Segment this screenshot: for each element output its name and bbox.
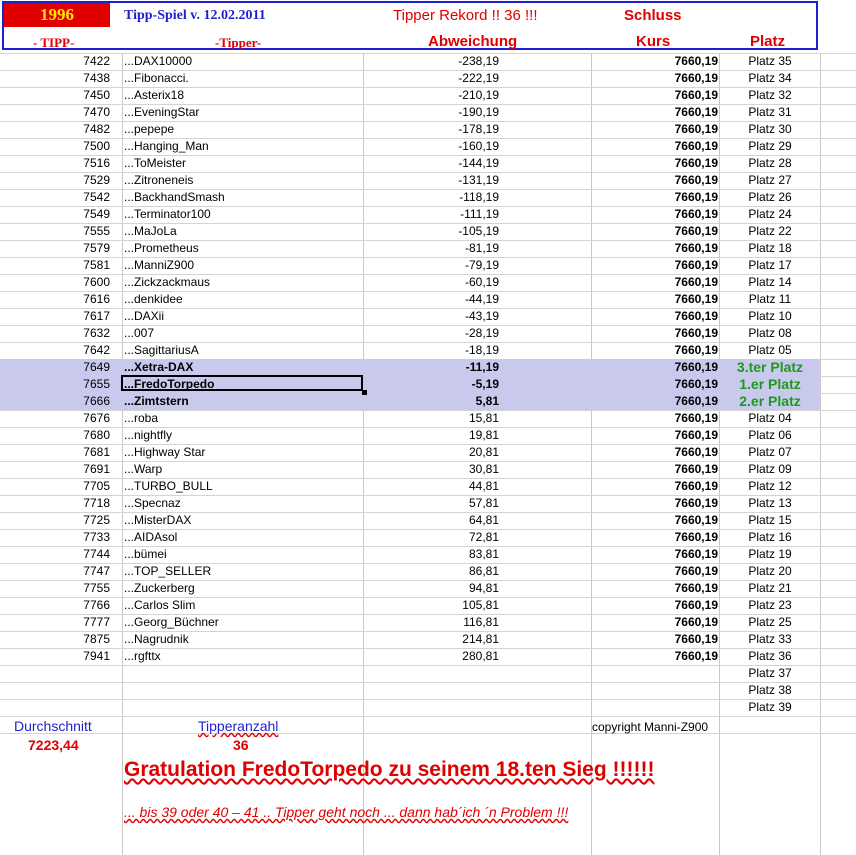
tipper-name-cell[interactable]: ...Nagrudnik <box>124 632 189 646</box>
table-row[interactable] <box>0 206 820 223</box>
platz-cell[interactable]: Platz 15 <box>748 513 792 527</box>
platz-cell[interactable]: Platz 13 <box>748 496 792 510</box>
abweichung-cell[interactable]: -210,19 <box>458 88 499 102</box>
kurs-cell[interactable]: 7660,19 <box>674 598 718 612</box>
table-row[interactable] <box>0 597 820 614</box>
platz-cell[interactable]: Platz 39 <box>748 700 792 714</box>
platz-cell[interactable]: Platz 21 <box>748 581 792 595</box>
abweichung-cell[interactable]: 20,81 <box>468 445 499 459</box>
col-tipp-header[interactable]: - TIPP- <box>33 35 75 50</box>
table-row[interactable] <box>0 563 820 580</box>
tipp-cell[interactable]: 7516 <box>83 156 110 170</box>
platz-cell[interactable]: Platz 30 <box>748 122 792 136</box>
table-row[interactable] <box>0 444 820 461</box>
tipp-cell[interactable]: 7632 <box>83 326 110 340</box>
kurs-cell[interactable]: 7660,19 <box>674 275 718 289</box>
abweichung-cell[interactable]: -111,19 <box>460 207 499 221</box>
platz-cell[interactable]: Platz 24 <box>748 207 792 221</box>
tipp-cell[interactable]: 7642 <box>83 343 110 357</box>
kurs-cell[interactable]: 7660,19 <box>674 343 718 357</box>
row-divider <box>0 733 856 734</box>
tipper-name-cell[interactable]: ...bümei <box>124 547 167 561</box>
abweichung-cell[interactable]: -60,19 <box>464 275 499 289</box>
abweichung-cell[interactable]: 64,81 <box>468 513 499 527</box>
platz-cell[interactable]: Platz 08 <box>748 326 792 340</box>
tipp-cell[interactable]: 7617 <box>83 309 110 323</box>
kurs-cell[interactable]: 7660,19 <box>674 615 718 629</box>
platz-cell[interactable]: Platz 38 <box>748 683 792 697</box>
table-row[interactable] <box>0 308 820 325</box>
tipp-cell[interactable]: 7579 <box>83 241 110 255</box>
table-row[interactable] <box>0 240 820 257</box>
tipper-name-cell[interactable]: ...Specnaz <box>124 496 181 510</box>
platz-cell[interactable]: Platz 32 <box>748 88 792 102</box>
abweichung-cell[interactable]: -238,19 <box>458 54 499 68</box>
tipp-cell[interactable]: 7744 <box>83 547 110 561</box>
kurs-cell[interactable]: 7660,19 <box>674 292 718 306</box>
copyright-text[interactable]: copyright Manni-Z900 <box>592 720 709 734</box>
kurs-cell[interactable]: 7660,19 <box>674 156 718 170</box>
abweichung-cell[interactable]: -81,19 <box>464 241 499 255</box>
platz-cell[interactable]: Platz 19 <box>748 547 792 561</box>
table-row[interactable] <box>0 87 820 104</box>
col-kurs-header[interactable]: Kurs <box>636 33 671 50</box>
kurs-cell[interactable]: 7660,19 <box>674 71 718 85</box>
tipp-cell[interactable]: 7766 <box>83 598 110 612</box>
kurs-cell[interactable]: 7660,19 <box>674 394 718 408</box>
tipper-name-cell[interactable]: ...Prometheus <box>124 241 199 255</box>
abweichung-cell[interactable]: -118,19 <box>459 190 499 204</box>
tipper-name-cell[interactable]: ...DAX10000 <box>124 54 193 68</box>
tipper-name-cell[interactable]: ...AIDAsol <box>124 530 178 544</box>
table-row[interactable] <box>0 274 820 291</box>
table-row[interactable] <box>0 478 820 495</box>
platz-cell[interactable]: Platz 07 <box>748 445 792 459</box>
tipper-name-cell[interactable]: ...Xetra-DAX <box>124 360 194 374</box>
table-row[interactable] <box>0 546 820 563</box>
tipper-name-cell[interactable]: ...EveningStar <box>124 105 200 119</box>
kurs-cell[interactable]: 7660,19 <box>674 547 718 561</box>
table-row[interactable] <box>0 359 820 376</box>
platz-cell[interactable]: Platz 22 <box>748 224 792 238</box>
kurs-cell[interactable]: 7660,19 <box>674 122 718 136</box>
table-row[interactable] <box>0 138 820 155</box>
abweichung-cell[interactable]: 15,81 <box>468 411 499 425</box>
table-row[interactable] <box>0 648 820 665</box>
platz-cell[interactable]: Platz 16 <box>748 530 792 544</box>
table-row[interactable] <box>0 631 820 648</box>
tipperanzahl-label[interactable]: Tipperanzahl <box>198 718 279 734</box>
kurs-cell[interactable]: 7660,19 <box>674 377 718 391</box>
tipp-cell[interactable]: 7450 <box>83 88 110 102</box>
kurs-cell[interactable]: 7660,19 <box>674 54 718 68</box>
tipper-name-cell[interactable]: ...ManniZ900 <box>124 258 195 272</box>
kurs-cell[interactable]: 7660,19 <box>674 649 718 663</box>
table-row[interactable] <box>0 189 820 206</box>
kurs-cell[interactable]: 7660,19 <box>674 88 718 102</box>
abweichung-cell[interactable]: -18,19 <box>464 343 499 357</box>
abweichung-cell[interactable]: -160,19 <box>458 139 499 153</box>
column-divider <box>820 53 821 855</box>
kurs-cell[interactable]: 7660,19 <box>674 224 718 238</box>
tipp-cell[interactable]: 7680 <box>83 428 110 442</box>
year-cell[interactable]: 1996 <box>4 3 110 27</box>
tipper-name-cell[interactable]: ...MaJoLa <box>124 224 177 238</box>
table-row[interactable] <box>0 461 820 478</box>
abweichung-cell[interactable]: -178,19 <box>458 122 499 136</box>
tipp-cell[interactable]: 7725 <box>83 513 110 527</box>
tipp-cell[interactable]: 7755 <box>83 581 110 595</box>
col-platz-header[interactable]: Platz <box>750 33 786 50</box>
platz-cell[interactable]: Platz 25 <box>748 615 792 629</box>
platz-cell[interactable]: Platz 17 <box>748 258 792 272</box>
tipper-name-cell[interactable]: ...BackhandSmash <box>124 190 225 204</box>
abweichung-cell[interactable]: -43,19 <box>464 309 499 323</box>
abweichung-cell[interactable]: -44,19 <box>464 292 499 306</box>
table-row[interactable] <box>0 682 820 699</box>
tipper-name-cell[interactable]: ...Hanging_Man <box>124 139 209 153</box>
abweichung-cell[interactable]: -222,19 <box>458 71 499 85</box>
sheet-header <box>0 0 856 53</box>
table-row[interactable] <box>0 257 820 274</box>
tipp-cell[interactable]: 7549 <box>83 207 110 221</box>
abweichung-cell[interactable]: -11,19 <box>465 360 499 374</box>
tipper-name-cell[interactable]: ...007 <box>124 326 155 340</box>
tipper-name-cell[interactable]: ...denkidee <box>124 292 183 306</box>
abweichung-cell[interactable]: -5,19 <box>471 377 499 391</box>
cell-selection[interactable] <box>121 375 363 391</box>
table-row[interactable] <box>0 291 820 308</box>
tipper-name-cell[interactable]: ...Asterix18 <box>124 88 185 102</box>
tipper-name-cell[interactable]: ...Zuckerberg <box>124 581 195 595</box>
table-row[interactable] <box>0 512 820 529</box>
tipp-cell[interactable]: 7600 <box>83 275 110 289</box>
tipper-name-cell[interactable]: ...Highway Star <box>124 445 206 459</box>
tipper-name-cell[interactable]: ...roba <box>124 411 159 425</box>
rekord-cell[interactable]: Tipper Rekord !! 36 !!! <box>393 7 538 24</box>
kurs-cell[interactable]: 7660,19 <box>674 428 718 442</box>
platz-cell[interactable]: Platz 05 <box>748 343 792 357</box>
kurs-cell[interactable]: 7660,19 <box>674 411 718 425</box>
tipp-cell[interactable]: 7747 <box>83 564 110 578</box>
platz-cell[interactable]: Platz 36 <box>748 649 792 663</box>
table-row[interactable] <box>0 325 820 342</box>
abweichung-cell[interactable]: 72,81 <box>468 530 499 544</box>
abweichung-cell[interactable]: 57,81 <box>468 496 499 510</box>
abweichung-cell[interactable]: -28,19 <box>464 326 499 340</box>
platz-cell[interactable]: Platz 31 <box>748 105 792 119</box>
platz-cell[interactable]: 1.er Platz <box>739 376 801 392</box>
kurs-cell[interactable]: 7660,19 <box>674 241 718 255</box>
abweichung-cell[interactable]: 86,81 <box>468 564 499 578</box>
abweichung-cell[interactable]: 44,81 <box>468 479 499 493</box>
title-cell[interactable]: Tipp-Spiel v. 12.02.2011 <box>124 8 266 23</box>
tipper-name-cell[interactable]: ...Carlos Slim <box>124 598 196 612</box>
fill-handle[interactable] <box>362 390 367 395</box>
kurs-cell[interactable]: 7660,19 <box>674 530 718 544</box>
platz-cell[interactable]: Platz 09 <box>748 462 792 476</box>
tipp-cell[interactable]: 7555 <box>83 224 110 238</box>
tipp-cell[interactable]: 7422 <box>83 54 110 68</box>
abweichung-cell[interactable]: 5,81 <box>475 394 499 408</box>
abweichung-cell[interactable]: 94,81 <box>468 581 499 595</box>
table-row[interactable] <box>0 427 820 444</box>
tipp-cell[interactable]: 7705 <box>83 479 110 493</box>
table-row[interactable] <box>0 393 820 410</box>
table-row[interactable] <box>0 70 820 87</box>
abweichung-cell[interactable]: 105,81 <box>462 598 499 612</box>
tipper-name-cell[interactable]: ...Zitroneneis <box>124 173 194 187</box>
kurs-cell[interactable]: 7660,19 <box>674 258 718 272</box>
tipp-cell[interactable]: 7616 <box>83 292 110 306</box>
abweichung-cell[interactable]: 19,81 <box>468 428 499 442</box>
abweichung-cell[interactable]: -190,19 <box>458 105 499 119</box>
tipper-name-cell[interactable]: ...TOP_SELLER <box>124 564 212 578</box>
abweichung-cell[interactable]: -105,19 <box>458 224 499 238</box>
kurs-cell[interactable]: 7660,19 <box>674 326 718 340</box>
tipper-name-cell[interactable]: ...Fibonacci. <box>124 71 189 85</box>
abweichung-cell[interactable]: -79,19 <box>464 258 499 272</box>
kurs-cell[interactable]: 7660,19 <box>674 564 718 578</box>
platz-cell[interactable]: Platz 27 <box>748 173 792 187</box>
schluss-cell[interactable]: Schluss <box>624 7 682 24</box>
tipper-name-cell[interactable]: ...FredoTorpedo <box>124 377 215 391</box>
table-row[interactable] <box>0 53 820 70</box>
table-row[interactable] <box>0 410 820 427</box>
abweichung-cell[interactable]: -131,19 <box>458 173 499 187</box>
kurs-cell[interactable]: 7660,19 <box>674 462 718 476</box>
tipper-name-cell[interactable]: ...pepepe <box>124 122 175 136</box>
tipp-cell[interactable]: 7676 <box>83 411 110 425</box>
tipp-cell[interactable]: 7500 <box>83 139 110 153</box>
abweichung-cell[interactable]: 83,81 <box>468 547 499 561</box>
tipp-cell[interactable]: 7777 <box>83 615 110 629</box>
platz-cell[interactable]: Platz 37 <box>748 666 792 680</box>
tipp-cell[interactable]: 7941 <box>83 649 110 663</box>
kurs-cell[interactable]: 7660,19 <box>674 207 718 221</box>
platz-cell[interactable]: Platz 33 <box>748 632 792 646</box>
tipper-name-cell[interactable]: ...Georg_Büchner <box>124 615 219 629</box>
kurs-cell[interactable]: 7660,19 <box>674 632 718 646</box>
tipper-name-cell[interactable]: ...DAXii <box>124 309 165 323</box>
abweichung-cell[interactable]: -144,19 <box>458 156 499 170</box>
tipp-cell[interactable]: 7875 <box>83 632 110 646</box>
platz-cell[interactable]: Platz 04 <box>748 411 792 425</box>
col-tipper-header[interactable]: -Tipper- <box>215 35 262 50</box>
kurs-cell[interactable]: 7660,19 <box>674 190 718 204</box>
tipp-cell[interactable]: 7666 <box>83 394 110 408</box>
tipper-name-cell[interactable]: ...rgfttx <box>124 649 161 663</box>
platz-cell[interactable]: Platz 35 <box>748 54 792 68</box>
table-row[interactable] <box>0 104 820 121</box>
platz-cell[interactable]: Platz 18 <box>748 241 792 255</box>
durchschnitt-label[interactable]: Durchschnitt <box>14 718 92 734</box>
platz-cell[interactable]: 2.er Platz <box>739 393 801 409</box>
table-row[interactable] <box>0 342 820 359</box>
kurs-cell[interactable]: 7660,19 <box>674 479 718 493</box>
kurs-cell[interactable]: 7660,19 <box>674 513 718 527</box>
table-row[interactable] <box>0 155 820 172</box>
platz-cell[interactable]: Platz 20 <box>748 564 792 578</box>
kurs-cell[interactable]: 7660,19 <box>674 496 718 510</box>
tipp-cell[interactable]: 7681 <box>83 445 110 459</box>
tipper-name-cell[interactable]: ...TURBO_BULL <box>124 479 213 493</box>
kurs-cell[interactable]: 7660,19 <box>674 105 718 119</box>
tipp-cell[interactable]: 7470 <box>83 105 110 119</box>
tipper-name-cell[interactable]: ...ToMeister <box>124 156 187 170</box>
platz-cell[interactable]: Platz 14 <box>748 275 792 289</box>
kurs-cell[interactable]: 7660,19 <box>674 309 718 323</box>
table-row[interactable] <box>0 665 820 682</box>
tipper-name-cell[interactable]: ...Warp <box>124 462 163 476</box>
table-row[interactable] <box>0 495 820 512</box>
kurs-cell[interactable]: 7660,19 <box>674 581 718 595</box>
tipper-name-cell[interactable]: ...Zickzackmaus <box>124 275 211 289</box>
tipp-cell[interactable]: 7733 <box>83 530 110 544</box>
note-text[interactable]: ... bis 39 oder 40 – 41 .. Tipper geht noch ... dann hab´ich ´n Problem !!! <box>124 804 569 820</box>
tipp-cell[interactable]: 7529 <box>83 173 110 187</box>
durchschnitt-value[interactable]: 7223,44 <box>28 737 79 753</box>
tipp-cell[interactable]: 7718 <box>83 496 110 510</box>
gratulation-text[interactable]: Gratulation FredoTorpedo zu seinem 18.ten Sieg !!!!!! <box>124 758 655 781</box>
kurs-cell[interactable]: 7660,19 <box>674 173 718 187</box>
table-row[interactable] <box>0 223 820 240</box>
kurs-cell[interactable]: 7660,19 <box>674 360 718 374</box>
table-row[interactable] <box>0 614 820 631</box>
col-abweichung-header[interactable]: Abweichung <box>428 33 518 50</box>
platz-cell[interactable]: Platz 10 <box>748 309 792 323</box>
tipp-cell[interactable]: 7542 <box>83 190 110 204</box>
platz-cell[interactable]: Platz 28 <box>748 156 792 170</box>
platz-cell[interactable]: Platz 23 <box>748 598 792 612</box>
tipper-name-cell[interactable]: ...nightfly <box>124 428 173 442</box>
tipper-name-cell[interactable]: ...Zimtstern <box>124 394 189 408</box>
platz-cell[interactable]: 3.ter Platz <box>736 359 804 375</box>
table-row[interactable] <box>0 699 820 716</box>
platz-cell[interactable]: Platz 34 <box>748 71 792 85</box>
tipp-cell[interactable]: 7581 <box>83 258 110 272</box>
tipp-cell[interactable]: 7649 <box>83 360 110 374</box>
platz-cell[interactable]: Platz 26 <box>748 190 792 204</box>
tipp-cell[interactable]: 7691 <box>83 462 110 476</box>
tipp-cell[interactable]: 7482 <box>83 122 110 136</box>
kurs-cell[interactable]: 7660,19 <box>674 445 718 459</box>
tipp-cell[interactable]: 7438 <box>83 71 110 85</box>
table-row[interactable] <box>0 172 820 189</box>
tipper-name-cell[interactable]: ...SagittariusA <box>124 343 199 357</box>
tipperanzahl-value[interactable]: 36 <box>233 737 249 753</box>
platz-cell[interactable]: Platz 11 <box>748 292 792 306</box>
table-row[interactable] <box>0 121 820 138</box>
platz-cell[interactable]: Platz 12 <box>748 479 792 493</box>
platz-cell[interactable]: Platz 06 <box>748 428 792 442</box>
tipp-cell[interactable]: 7655 <box>83 377 110 391</box>
platz-cell[interactable]: Platz 29 <box>748 139 792 153</box>
table-row[interactable] <box>0 529 820 546</box>
abweichung-cell[interactable]: 214,81 <box>462 632 499 646</box>
abweichung-cell[interactable]: 30,81 <box>468 462 499 476</box>
table-row[interactable] <box>0 580 820 597</box>
row-divider <box>0 716 856 717</box>
tipper-name-cell[interactable]: ...MisterDAX <box>124 513 192 527</box>
abweichung-cell[interactable]: 116,81 <box>463 615 499 629</box>
tipper-name-cell[interactable]: ...Terminator100 <box>124 207 211 221</box>
kurs-cell[interactable]: 7660,19 <box>674 139 718 153</box>
abweichung-cell[interactable]: 280,81 <box>462 649 499 663</box>
